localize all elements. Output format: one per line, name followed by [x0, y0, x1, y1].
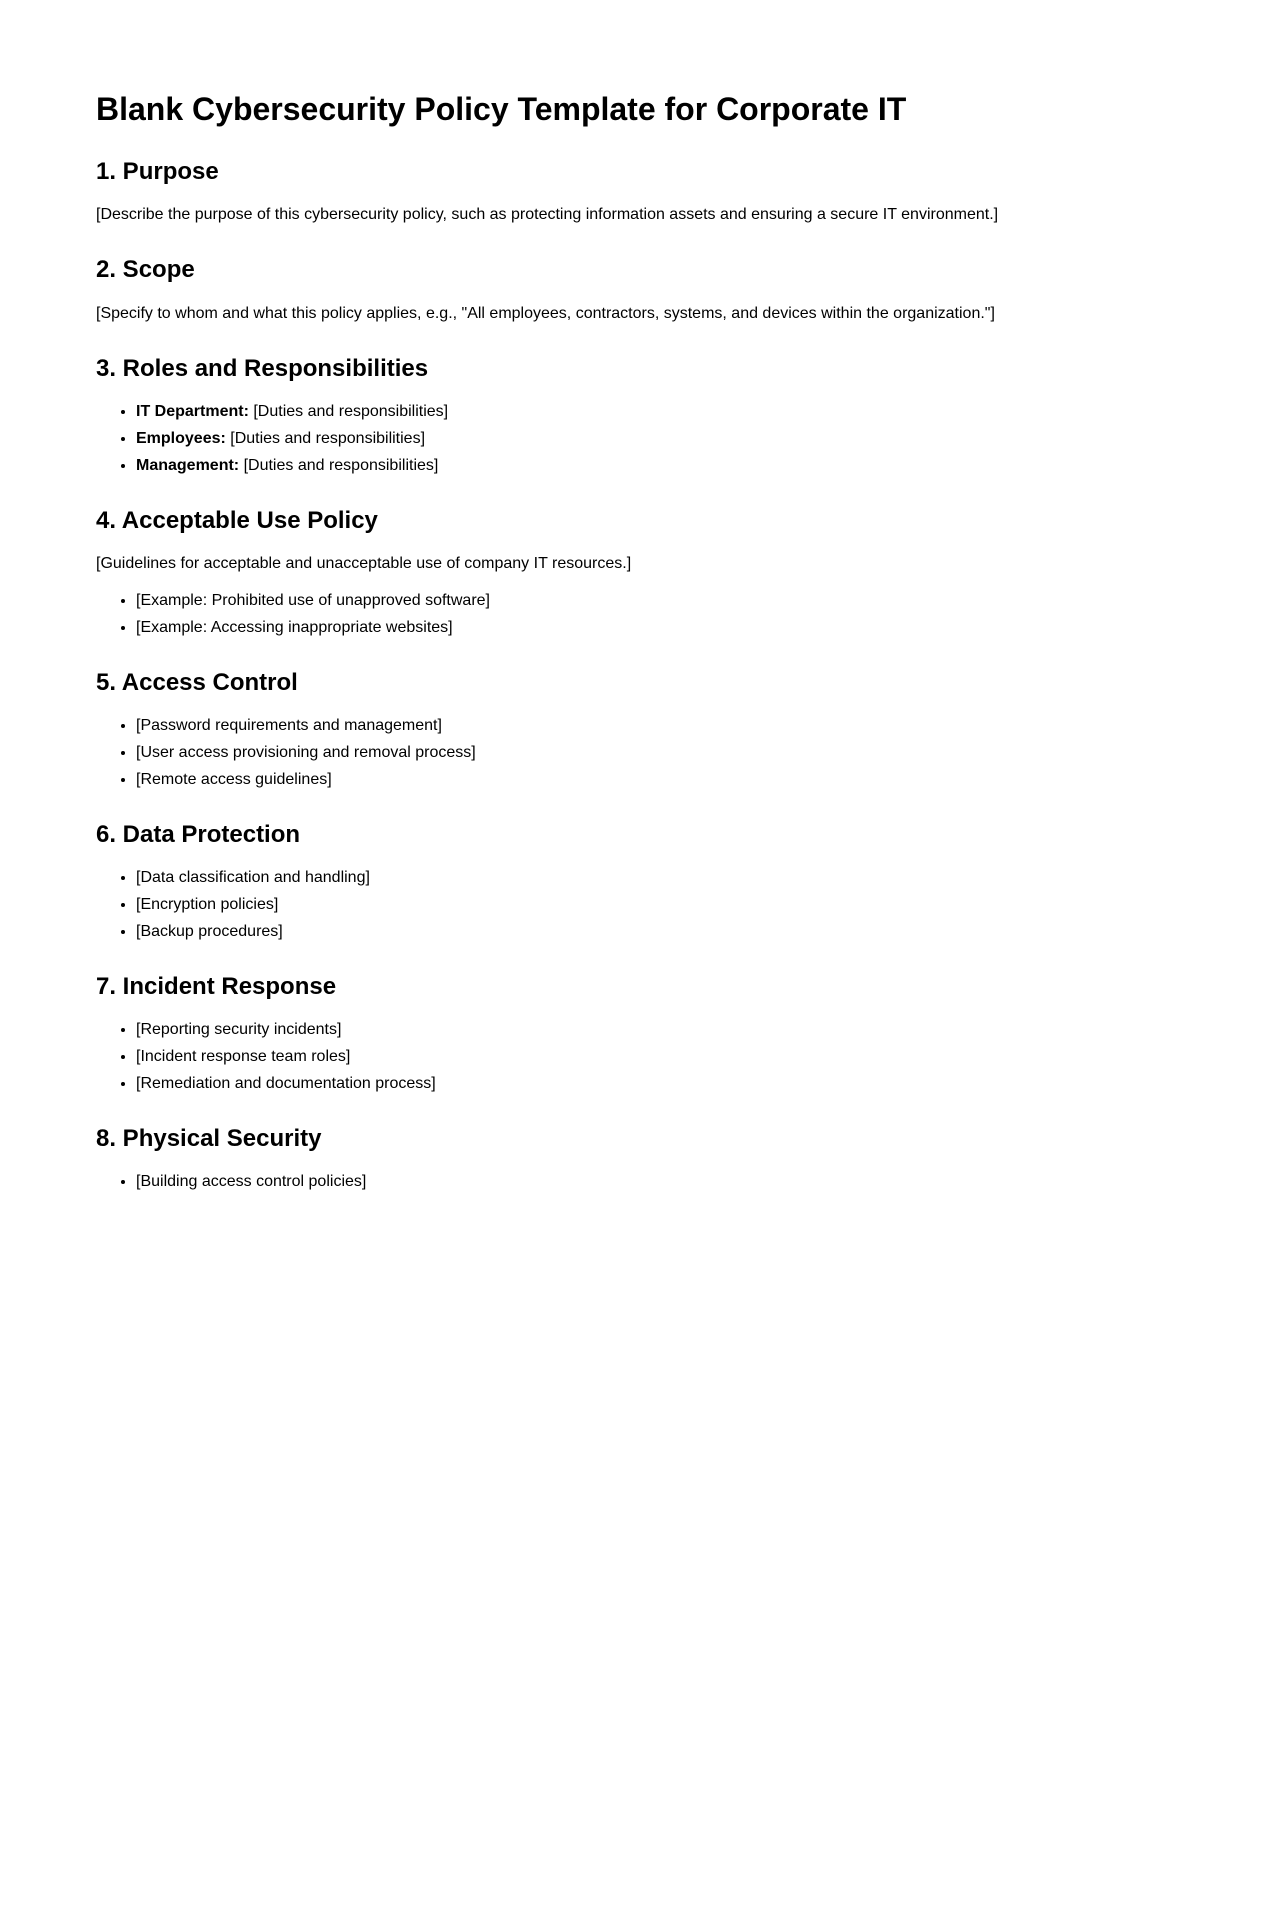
- policy-section: [96, 256, 1163, 324]
- section-heading: 3. Roles and Responsibilities: [96, 354, 429, 382]
- section-heading: 7. Incident Response: [96, 972, 337, 1000]
- page-title: Blank Cybersecurity Policy Template for Corporate IT: [96, 91, 907, 127]
- policy-section: [96, 355, 1163, 477]
- section-bullet-list: [96, 402, 1163, 476]
- bullet-item: [136, 1074, 1163, 1095]
- bullet-item: [136, 456, 1163, 477]
- policy-section: [96, 507, 1163, 639]
- bullet-text: [Reporting security incidents]: [136, 1021, 342, 1039]
- bullet-text: [Building access control policies]: [136, 1173, 367, 1191]
- section-bullet-list: [96, 1020, 1163, 1094]
- section-heading: 2. Scope: [96, 256, 195, 284]
- section-paragraph: [Guidelines for acceptable and unacceptable use of company IT resources.]: [96, 555, 632, 573]
- bullet-text: [Duties and responsibilities]: [248, 403, 449, 421]
- bullet-text: [Example: Prohibited use of unapproved software]: [136, 591, 490, 609]
- section-heading: 6. Data Protection: [96, 820, 301, 848]
- policy-section: [96, 158, 1163, 226]
- bullet-item: [136, 716, 1163, 737]
- policy-section: [96, 669, 1163, 791]
- bullet-text: [Remediation and documentation process]: [136, 1074, 436, 1092]
- section-paragraph: [Specify to whom and what this policy applies, e.g., "All employees, contractors, systems, and devices within the organization."]: [96, 304, 995, 322]
- bullet-item: [136, 618, 1163, 639]
- bullet-text: [Data classification and handling]: [136, 869, 370, 887]
- bullet-item: [136, 868, 1163, 889]
- section-bullet-list: [96, 716, 1163, 790]
- bullet-item: [136, 770, 1163, 791]
- bullet-text: [Duties and responsibilities]: [225, 429, 426, 447]
- bullet-item: [136, 591, 1163, 612]
- bullet-text: [Password requirements and management]: [136, 717, 442, 735]
- bullet-text: [Backup procedures]: [136, 922, 283, 940]
- bullet-item: [136, 1047, 1163, 1068]
- bullet-text: [Encryption policies]: [136, 895, 279, 913]
- bullet-text: [Remote access guidelines]: [136, 770, 332, 788]
- section-heading: 8. Physical Security: [96, 1124, 322, 1152]
- bullet-text: [Duties and responsibilities]: [239, 456, 439, 474]
- policy-section: [96, 973, 1163, 1095]
- sections-container: [96, 158, 1163, 1193]
- bullet-item: [136, 402, 1163, 423]
- section-bullet-list: [96, 591, 1163, 639]
- section-heading: 4. Acceptable Use Policy: [96, 506, 378, 534]
- bullet-item: [136, 1172, 1163, 1193]
- bullet-item: [136, 1020, 1163, 1041]
- bullet-item: [136, 895, 1163, 916]
- section-bullet-list: [96, 868, 1163, 942]
- bullet-item: [136, 429, 1163, 450]
- bullet-text: [Example: Accessing inappropriate websites]: [136, 618, 453, 636]
- bullet-item: [136, 743, 1163, 764]
- section-heading: 5. Access Control: [96, 668, 298, 696]
- bullet-item: [136, 922, 1163, 943]
- section-paragraph: [Describe the purpose of this cybersecurity policy, such as protecting information assets and ensuring a secure IT environment.]: [96, 206, 999, 224]
- policy-section: [96, 821, 1163, 943]
- section-bullet-list: [96, 1172, 1163, 1193]
- bullet-term: IT Department:: [136, 403, 249, 421]
- policy-section: [96, 1125, 1163, 1193]
- bullet-text: [Incident response team roles]: [136, 1047, 351, 1065]
- bullet-term: Management:: [136, 456, 240, 474]
- section-heading: 1. Purpose: [96, 157, 219, 185]
- bullet-text: [User access provisioning and removal process]: [136, 743, 476, 761]
- bullet-term: Employees:: [136, 429, 226, 447]
